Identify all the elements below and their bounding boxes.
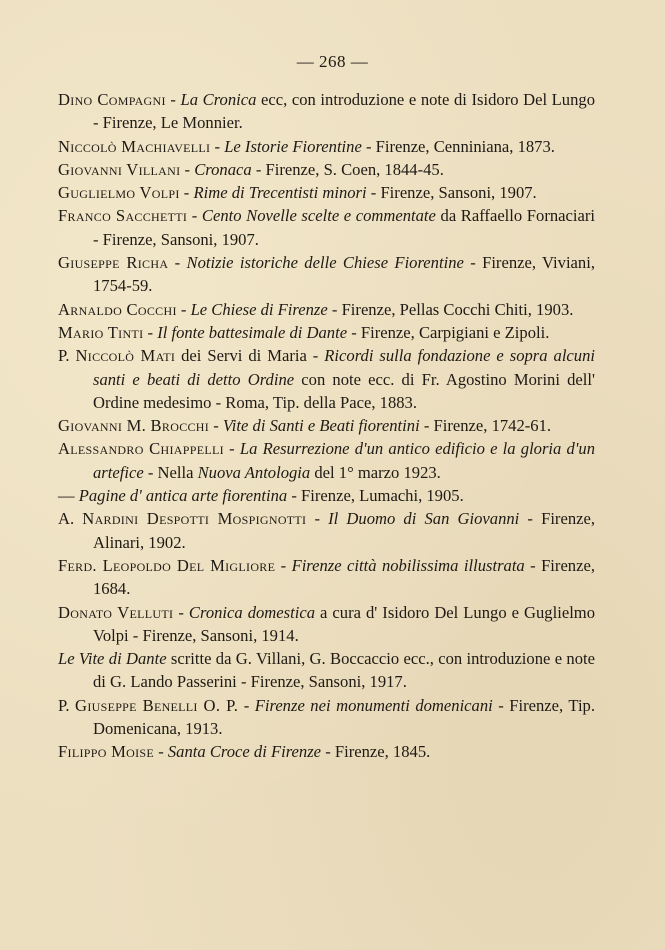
- bibliography-entry: [58, 344, 595, 414]
- bibliography-entry: [58, 181, 595, 204]
- entry-title: Cronica domestica: [188, 602, 315, 622]
- entry-details: da Raffaello Fornaciari - Firenze, Sansoni, 1907.: [93, 206, 595, 249]
- entry-title: Rime di Trecentisti minori: [193, 183, 367, 203]
- entry-author: Donato Velluti: [58, 602, 174, 622]
- entry-separator: -: [306, 509, 329, 529]
- entry-separator: dei Servi di Maria -: [175, 346, 325, 366]
- entry-author: Ferd. Leopoldo Del Migliore: [58, 555, 276, 575]
- entry-details: scritte da G. Villani, G. Boccaccio ecc., con introduzione e note di G. Lando Passerini - Firenze, Sansoni, 1917.: [93, 649, 595, 692]
- bibliography-entry: [58, 298, 595, 321]
- entry-separator: -: [210, 136, 225, 156]
- entry-author: Giuseppe Richa: [58, 253, 169, 273]
- entry-author: Nardini Despotti Mospignotti: [82, 509, 307, 529]
- bibliography-entry: [58, 251, 595, 298]
- entry-details: ecc, con introduzione e note di Isidoro Del Lungo - Firenze, Le Monnier.: [93, 90, 595, 133]
- bibliography-entry: [58, 484, 595, 507]
- entry-author: Arnaldo Cocchi: [58, 299, 177, 319]
- entry-details: - Firenze, 1742-61.: [419, 416, 552, 436]
- bibliography-entry: [58, 204, 595, 251]
- entry-author: Alessandro Chiappelli: [58, 439, 224, 459]
- bibliography-entry: [58, 647, 595, 694]
- entry-separator: -: [275, 555, 292, 575]
- entry-title: Ricordi sulla fondazione e sopra alcuni santi e beati di detto Ordine: [93, 346, 595, 389]
- entry-title: Il Duomo di San Giovanni: [328, 509, 520, 529]
- bibliography-entry: [58, 88, 595, 135]
- entry-details: - Nella: [143, 462, 198, 482]
- bibliography-entry: [58, 694, 595, 741]
- entry-title: Firenze città nobilissima illustrata: [291, 555, 525, 575]
- entry-author: Giovanni Villani: [58, 159, 181, 179]
- entry-details: con note ecc. di Fr. Agostino Morini dell' Ordine medesimo - Roma, Tip. della Pace, 1883.: [93, 369, 595, 412]
- entry-title: Cento Novelle scelte e commentate: [201, 206, 436, 226]
- entry-author: Filippo Moise: [58, 742, 155, 762]
- entry-details: - Firenze, Viviani, 1754-59.: [93, 253, 595, 296]
- entry-separator: -: [223, 439, 240, 459]
- entry-separator: -: [168, 253, 187, 273]
- entry-details: - Firenze, Tip. Domenicana, 1913.: [93, 695, 595, 739]
- entry-author: Niccolò Machiavelli: [58, 136, 211, 156]
- entry-title: Vite di Santi e Beati fiorentini: [222, 416, 420, 436]
- entry-author: Giovanni M. Brocchi: [58, 416, 210, 436]
- entry-details: - Firenze, S. Coen, 1844-45.: [251, 159, 444, 179]
- entry-author: Dino Compagni: [58, 90, 166, 109]
- bibliography-entry: [58, 601, 595, 648]
- entry-title: Le Istorie Fiorentine: [224, 136, 362, 156]
- entry-separator: -: [179, 183, 194, 203]
- entry-separator: -: [180, 159, 195, 179]
- entry-separator: -: [173, 602, 189, 622]
- entry-separator: -: [143, 322, 158, 342]
- entry-title: Le Vite di Dante: [58, 649, 167, 669]
- entry-title: Le Chiese di Firenze: [190, 299, 328, 319]
- bibliography-entry: [58, 135, 595, 158]
- entry-title: La Resurrezione d'un antico edificio e la gloria d'un artefice: [93, 439, 595, 482]
- entry-details: - Firenze, Lumachi, 1905.: [287, 486, 464, 506]
- entry-separator: -: [176, 299, 191, 319]
- entry-details: - Firenze, 1684.: [93, 555, 595, 599]
- entry-title: Firenze nei monumenti domenicani: [254, 695, 493, 715]
- entry-separator: —: [58, 486, 79, 506]
- bibliography-entry: [58, 437, 595, 484]
- bibliography-list: [58, 88, 595, 764]
- entry-details: - Firenze, Sansoni, 1907.: [366, 183, 537, 203]
- entry-author: Franco Sacchetti: [58, 206, 188, 226]
- entry-details: - Firenze, Pellas Cocchi Chiti, 1903.: [327, 299, 574, 319]
- entry-separator: -: [154, 742, 168, 762]
- bibliography-entry: [58, 554, 595, 601]
- entry-title: Santa Croce di Firenze: [167, 742, 322, 762]
- bibliography-entry: [58, 321, 595, 344]
- entry-title: Il fonte battesimale di Dante: [157, 322, 348, 342]
- entry-prefix: P.: [58, 346, 76, 366]
- entry-separator: -: [209, 416, 223, 436]
- entry-author: Mario Tinti: [58, 322, 144, 342]
- entry-details: - Firenze, Carpigiani e Zipoli.: [347, 322, 550, 342]
- entry-details: - Firenze, Cenniniana, 1873.: [361, 136, 555, 156]
- entry-prefix: A.: [58, 509, 83, 529]
- entry-journal-title: Nuova Antologia: [197, 462, 311, 482]
- bibliography-entry: [58, 740, 595, 763]
- bibliography-entry: [58, 507, 595, 554]
- entry-title: Pagine d' antica arte fiorentina: [78, 486, 288, 506]
- entry-details: a cura d' Isidoro Del Lungo e Guglielmo Volpi - Firenze, Sansoni, 1914.: [93, 602, 596, 645]
- page-number: — 268 —: [296, 52, 369, 71]
- entry-separator: -: [187, 206, 202, 226]
- entry-title: Notizie istoriche delle Chiese Fiorentine: [186, 253, 464, 273]
- entry-separator: -: [165, 90, 181, 109]
- entry-title: La Cronica: [180, 90, 257, 109]
- entry-author: Guglielmo Volpi: [58, 183, 180, 203]
- entry-title: Cronaca: [194, 159, 252, 179]
- entry-details: - Firenze, Alinari, 1902.: [93, 509, 595, 552]
- entry-prefix: P.: [58, 695, 76, 715]
- entry-separator: -: [238, 695, 255, 715]
- bibliography-entry: [58, 158, 595, 181]
- bibliography-entry: [58, 414, 595, 437]
- entry-author: Giuseppe Benelli O. P.: [75, 695, 239, 715]
- entry-author: Niccolò Mati: [75, 346, 176, 366]
- entry-details: - Firenze, 1845.: [321, 742, 431, 762]
- entry-details-2: del 1° marzo 1923.: [310, 462, 441, 482]
